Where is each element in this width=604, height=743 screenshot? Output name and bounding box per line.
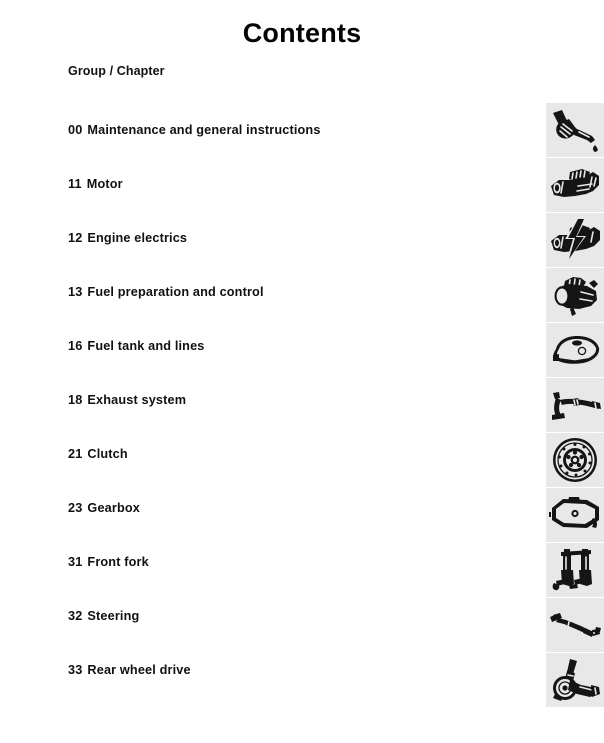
chapter-label: Front fork [87, 555, 149, 569]
oil-can-hand-icon [549, 107, 601, 153]
chapter-number: 31 [68, 555, 83, 569]
contents-entry [68, 231, 187, 245]
list-item[interactable] [68, 589, 518, 643]
page-title: Contents [242, 18, 362, 48]
chapter-label: Maintenance and general instructions [87, 123, 321, 137]
chapter-icon-strip [546, 103, 604, 707]
chapter-number: 11 [68, 177, 82, 191]
list-item[interactable] [68, 157, 518, 211]
contents-entry [68, 555, 149, 569]
contents-entry [68, 393, 186, 407]
icon-cell [546, 487, 604, 542]
gearbox-icon [549, 496, 601, 534]
list-item[interactable] [68, 373, 518, 427]
contents-entry [68, 609, 139, 623]
list-item[interactable] [68, 481, 518, 535]
icon-cell [546, 542, 604, 597]
fuel-tank-icon [549, 334, 601, 366]
steering-linkage-icon [549, 611, 601, 639]
chapter-label: Gearbox [87, 501, 140, 515]
list-item[interactable] [68, 643, 518, 697]
chapter-number: 00 [68, 123, 83, 137]
exhaust-pipe-icon [548, 389, 602, 421]
chapter-number: 33 [68, 663, 83, 677]
chapter-label: Engine electrics [87, 231, 188, 245]
icon-cell [546, 157, 604, 212]
icon-cell [546, 597, 604, 652]
contents-entry [68, 123, 321, 137]
list-item[interactable] [68, 211, 518, 265]
chapter-label: Fuel tank and lines [87, 339, 205, 353]
chapter-label: Steering [87, 609, 140, 623]
list-item[interactable] [68, 103, 518, 157]
contents-entry [68, 339, 204, 353]
rear-wheel-drive-icon [550, 658, 600, 702]
icon-cell [546, 652, 604, 707]
chapter-number: 16 [68, 339, 83, 353]
list-item[interactable] [68, 319, 518, 373]
contents-entry [68, 447, 128, 461]
chapter-number: 32 [68, 609, 83, 623]
chapter-label: Exhaust system [87, 393, 187, 407]
list-item[interactable] [68, 535, 518, 589]
chapter-number: 13 [68, 285, 83, 299]
chapter-number: 21 [68, 447, 83, 461]
clutch-disc-icon [552, 437, 598, 483]
chapter-label: Motor [86, 177, 123, 191]
column-heading: Group / Chapter [68, 64, 165, 78]
chapter-label: Rear wheel drive [87, 663, 191, 677]
icon-cell [546, 212, 604, 267]
list-item[interactable] [68, 265, 518, 319]
icon-cell [546, 432, 604, 487]
icon-cell [546, 377, 604, 432]
chapter-number: 18 [68, 393, 83, 407]
contents-entry [68, 177, 123, 191]
icon-cell [546, 103, 604, 157]
contents-entry [68, 501, 140, 515]
engine-icon [548, 164, 602, 206]
chapter-label: Clutch [87, 447, 128, 461]
chapter-number: 23 [68, 501, 83, 515]
list-item[interactable] [68, 427, 518, 481]
contents-list [68, 103, 518, 697]
icon-cell [546, 267, 604, 322]
contents-entry [68, 285, 264, 299]
chapter-label: Fuel preparation and control [87, 285, 264, 299]
icon-cell [546, 322, 604, 377]
contents-entry [68, 663, 191, 677]
chapter-number: 12 [68, 231, 83, 245]
front-fork-icon [552, 547, 598, 593]
engine-lightning-bolt-icon [548, 217, 602, 263]
carburetor-throttle-body-icon [549, 273, 601, 317]
